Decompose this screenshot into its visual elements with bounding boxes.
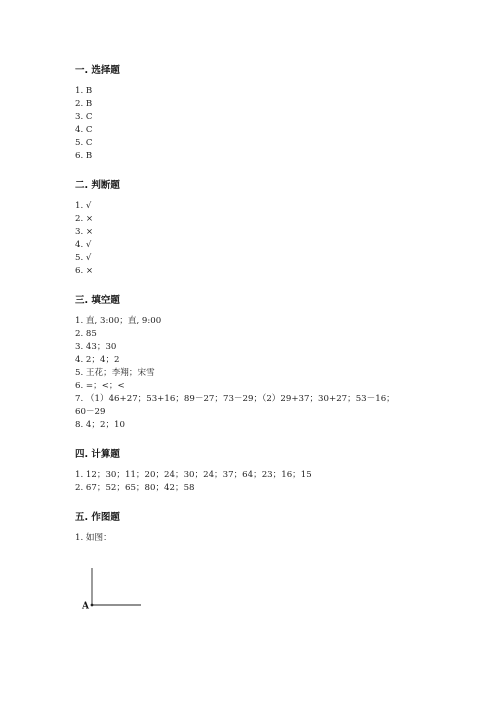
- section-4-heading: 四. 计算题: [75, 449, 120, 460]
- vertex-point: [91, 604, 94, 607]
- s1-item-5: 5. C: [75, 138, 93, 148]
- s1-item-4: 4. C: [75, 125, 93, 135]
- s3-item-1: 1. 直, 3:00；直, 9:00: [75, 316, 162, 326]
- s1-item-2: 2. B: [75, 99, 93, 109]
- s2-item-3: 3. ×: [75, 227, 94, 237]
- section-5-heading: 五. 作图题: [75, 512, 120, 523]
- s3-item-7-cont: 60－29: [75, 407, 106, 417]
- s2-item-6: 6. ×: [75, 266, 94, 276]
- s2-item-1: 1. √: [75, 201, 92, 211]
- point-label-a: A: [82, 601, 89, 612]
- s3-item-3: 3. 43；30: [75, 342, 117, 352]
- section-1-heading: 一. 选择题: [75, 65, 120, 76]
- s3-item-5: 5. 王花；李翔；宋雪: [75, 368, 155, 378]
- section-2-heading: 二. 判断题: [75, 180, 120, 191]
- angle-figure: [75, 560, 155, 620]
- s1-item-6: 6. B: [75, 151, 93, 161]
- s3-item-2: 2. 85: [75, 329, 97, 339]
- s2-item-5: 5. √: [75, 253, 92, 263]
- s4-item-1: 1. 12；30；11；20；24；30；24；37；64；23；16；15: [75, 470, 312, 480]
- s3-item-6: 6. =；<；<: [75, 381, 125, 391]
- s3-item-7: 7. （1）46+27；53+16；89－27；73－29；（2）29+37；30+27；53－16；: [75, 394, 395, 404]
- s3-item-8: 8. 4；2；10: [75, 420, 125, 430]
- s2-item-4: 4. √: [75, 240, 92, 250]
- s2-item-2: 2. ×: [75, 214, 94, 224]
- section-3-heading: 三. 填空题: [75, 295, 120, 306]
- s1-item-3: 3. C: [75, 112, 93, 122]
- s5-item-1: 1. 如图：: [75, 533, 112, 543]
- s3-item-4: 4. 2；4；2: [75, 355, 120, 365]
- s4-item-2: 2. 67；52；65；80；42；58: [75, 483, 195, 493]
- s1-item-1: 1. B: [75, 86, 93, 96]
